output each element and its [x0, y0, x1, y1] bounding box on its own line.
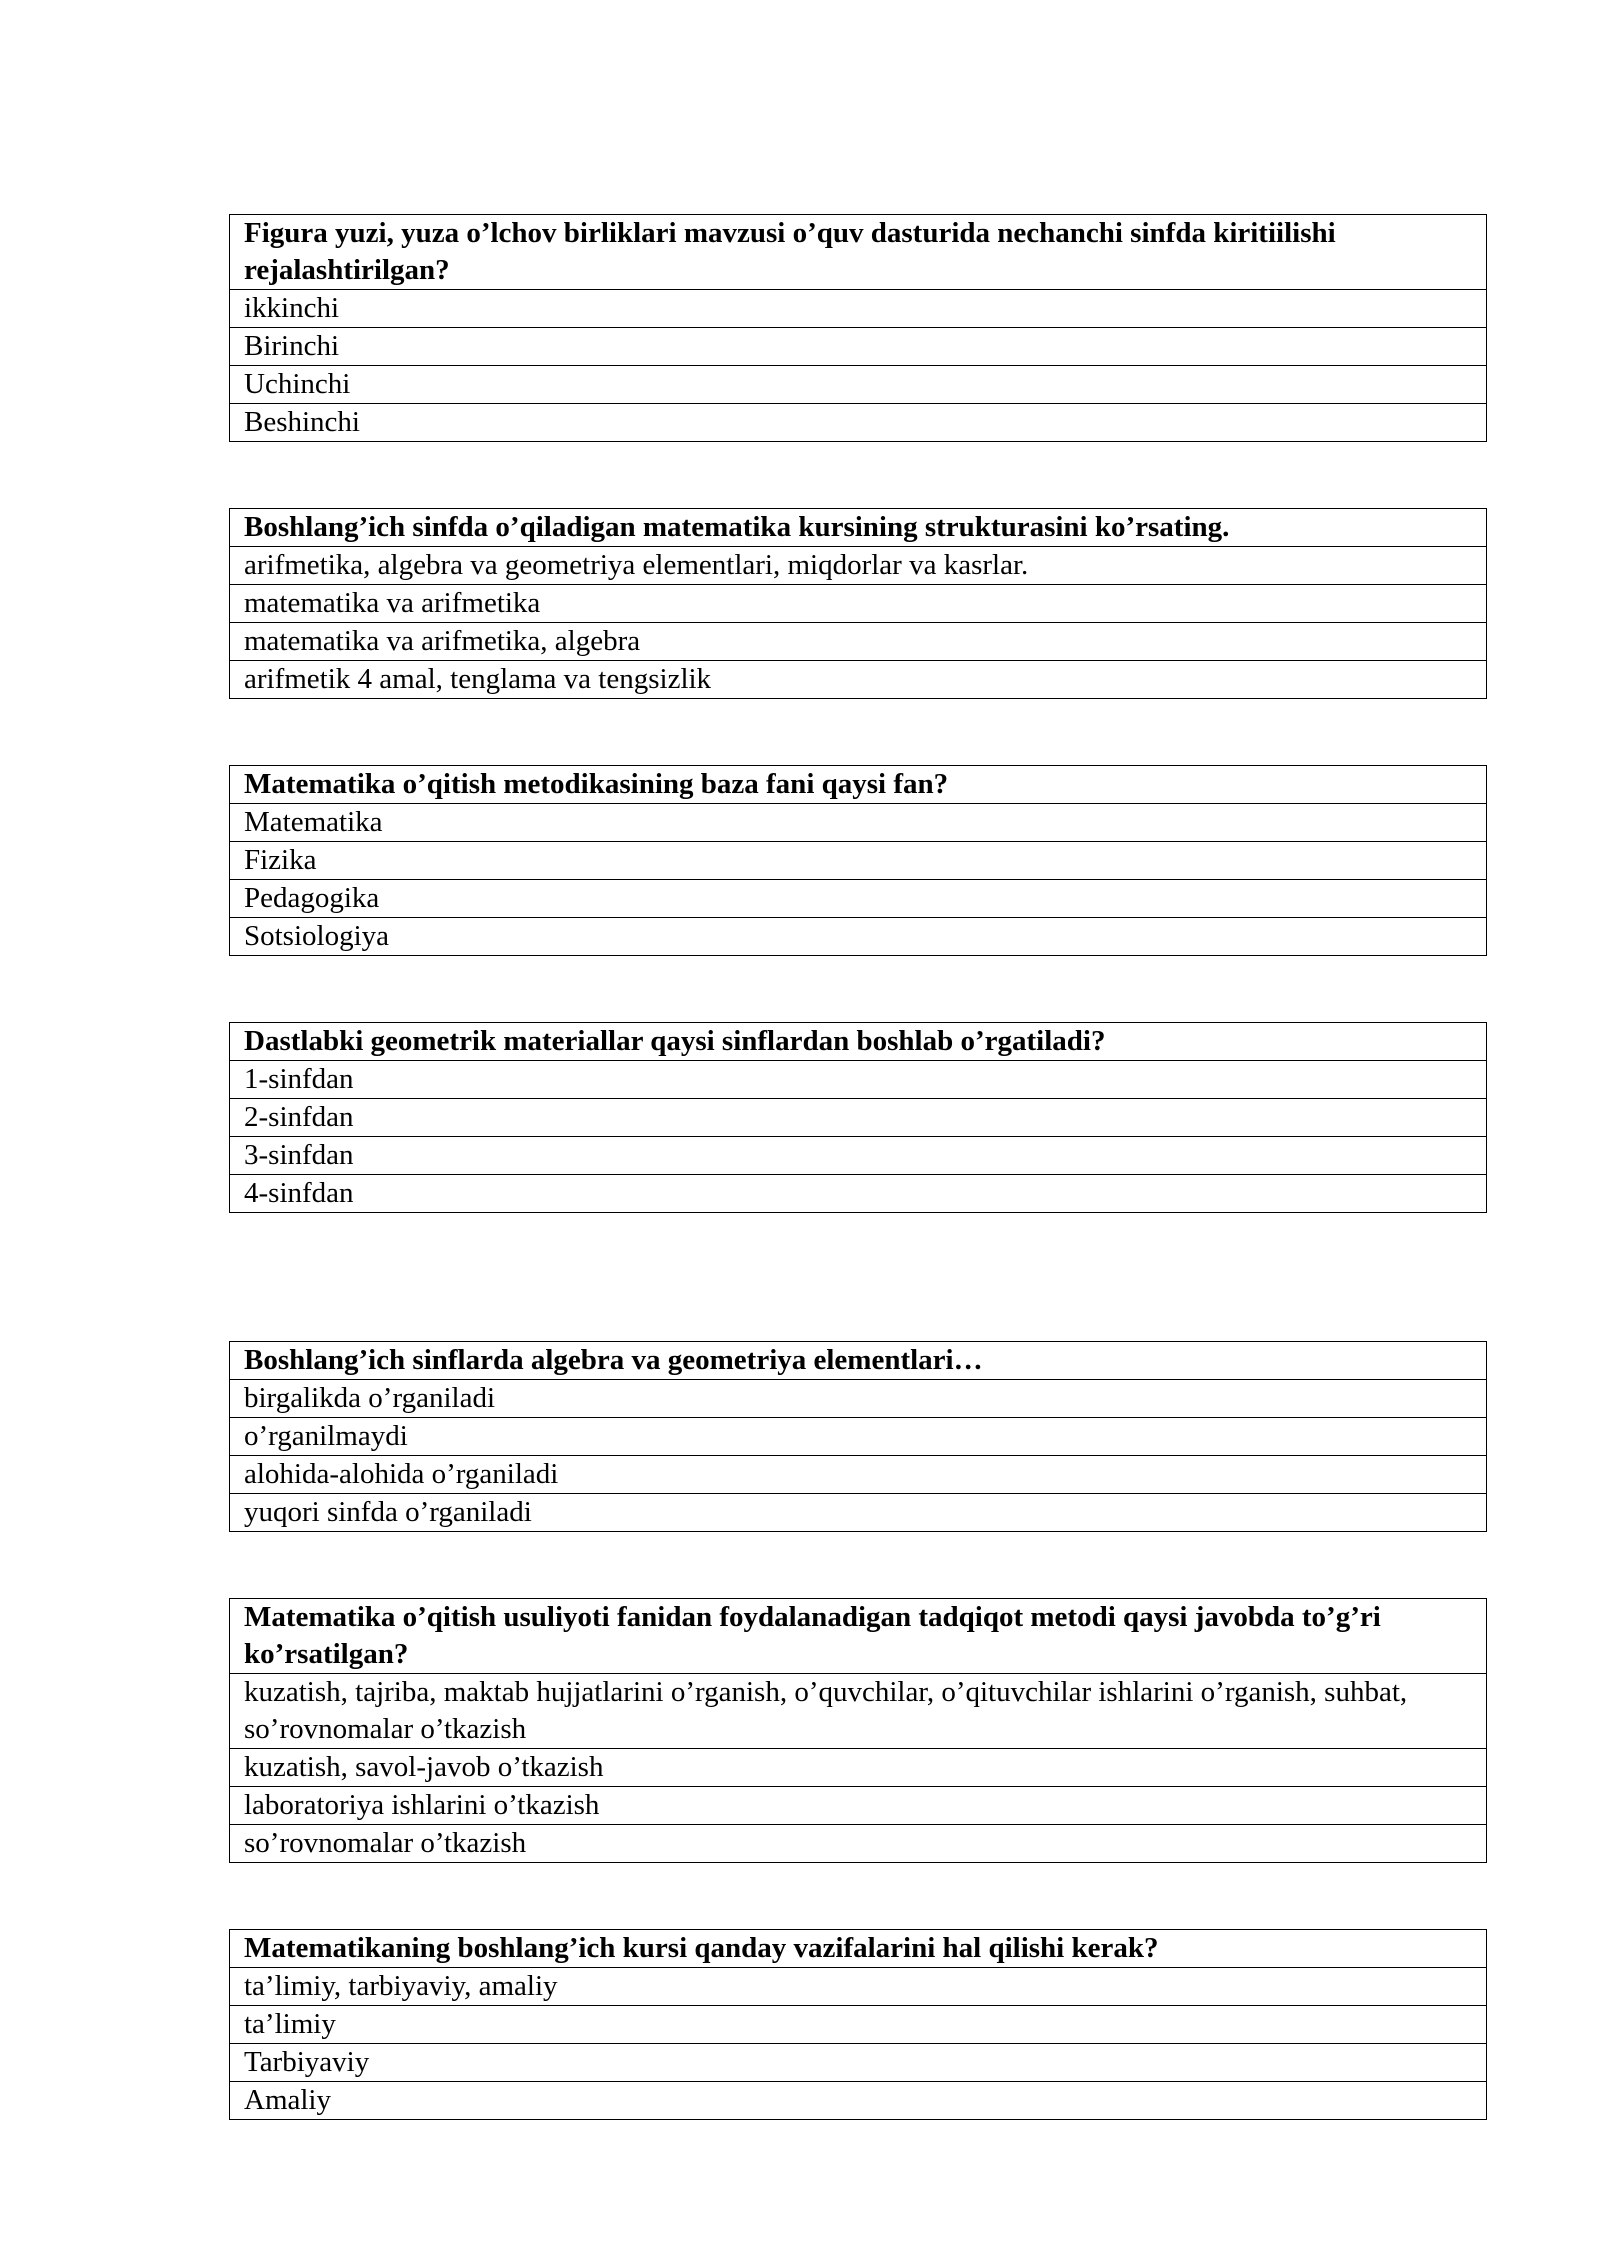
answer-option: ta’limiy, tarbiyaviy, amaliy [230, 1968, 1487, 2006]
answer-option: Uchinchi [230, 366, 1487, 404]
question-block [229, 1929, 1487, 2120]
question-block [229, 1598, 1487, 1863]
question-text: Boshlang’ich sinfda o’qiladigan matematika kursining strukturasini ko’rsating. [230, 509, 1487, 547]
answer-option: 1-sinfdan [230, 1061, 1487, 1099]
question-block [229, 1341, 1487, 1532]
answer-option: alohida-alohida o’rganiladi [230, 1456, 1487, 1494]
answer-option: 4-sinfdan [230, 1175, 1487, 1213]
answer-option: Fizika [230, 842, 1487, 880]
answer-option: Birinchi [230, 328, 1487, 366]
question-text: Dastlabki geometrik materiallar qaysi sinflardan boshlab o’rgatiladi? [230, 1023, 1487, 1061]
answer-option: 3-sinfdan [230, 1137, 1487, 1175]
answer-option: 2-sinfdan [230, 1099, 1487, 1137]
answer-option: Pedagogika [230, 880, 1487, 918]
answer-option: kuzatish, savol-javob o’tkazish [230, 1749, 1487, 1787]
answer-option: matematika va arifmetika, algebra [230, 623, 1487, 661]
answer-option: Amaliy [230, 2082, 1487, 2120]
answer-option: Matematika [230, 804, 1487, 842]
question-text: Boshlang’ich sinflarda algebra va geometriya elementlari… [230, 1342, 1487, 1380]
answer-option: kuzatish, tajriba, maktab hujjatlarini o’rganish, o’quvchilar, o’qituvchilar ishlarini o’rganish, suhbat, so’rovnomalar o’tkazish [230, 1674, 1487, 1749]
answer-option: ta’limiy [230, 2006, 1487, 2044]
question-text: Figura yuzi, yuza o’lchov birliklari mavzusi o’quv dasturida nechanchi sinfda kiritiilishi rejalashtirilgan? [230, 215, 1487, 290]
question-text: Matematika o’qitish usuliyoti fanidan foydalanadigan tadqiqot metodi qaysi javobda to’g’ri ko’rsatilgan? [230, 1599, 1487, 1674]
question-block [229, 1022, 1487, 1213]
question-text: Matematika o’qitish metodikasining baza fani qaysi fan? [230, 766, 1487, 804]
question-block [229, 214, 1487, 442]
question-block [229, 765, 1487, 956]
question-text: Matematikaning boshlang’ich kursi qanday vazifalarini hal qilishi kerak? [230, 1930, 1487, 1968]
answer-option: arifmetik 4 amal, tenglama va tengsizlik [230, 661, 1487, 699]
answer-option: ikkinchi [230, 290, 1487, 328]
answer-option: Tarbiyaviy [230, 2044, 1487, 2082]
answer-option: so’rovnomalar o’tkazish [230, 1825, 1487, 1863]
answer-option: o’rganilmaydi [230, 1418, 1487, 1456]
answer-option: yuqori sinfda o’rganiladi [230, 1494, 1487, 1532]
answer-option: arifmetika, algebra va geometriya elementlari, miqdorlar va kasrlar. [230, 547, 1487, 585]
answer-option: birgalikda o’rganiladi [230, 1380, 1487, 1418]
answer-option: Sotsiologiya [230, 918, 1487, 956]
answer-option: laboratoriya ishlarini o’tkazish [230, 1787, 1487, 1825]
answer-option: Beshinchi [230, 404, 1487, 442]
answer-option: matematika va arifmetika [230, 585, 1487, 623]
question-block [229, 508, 1487, 699]
